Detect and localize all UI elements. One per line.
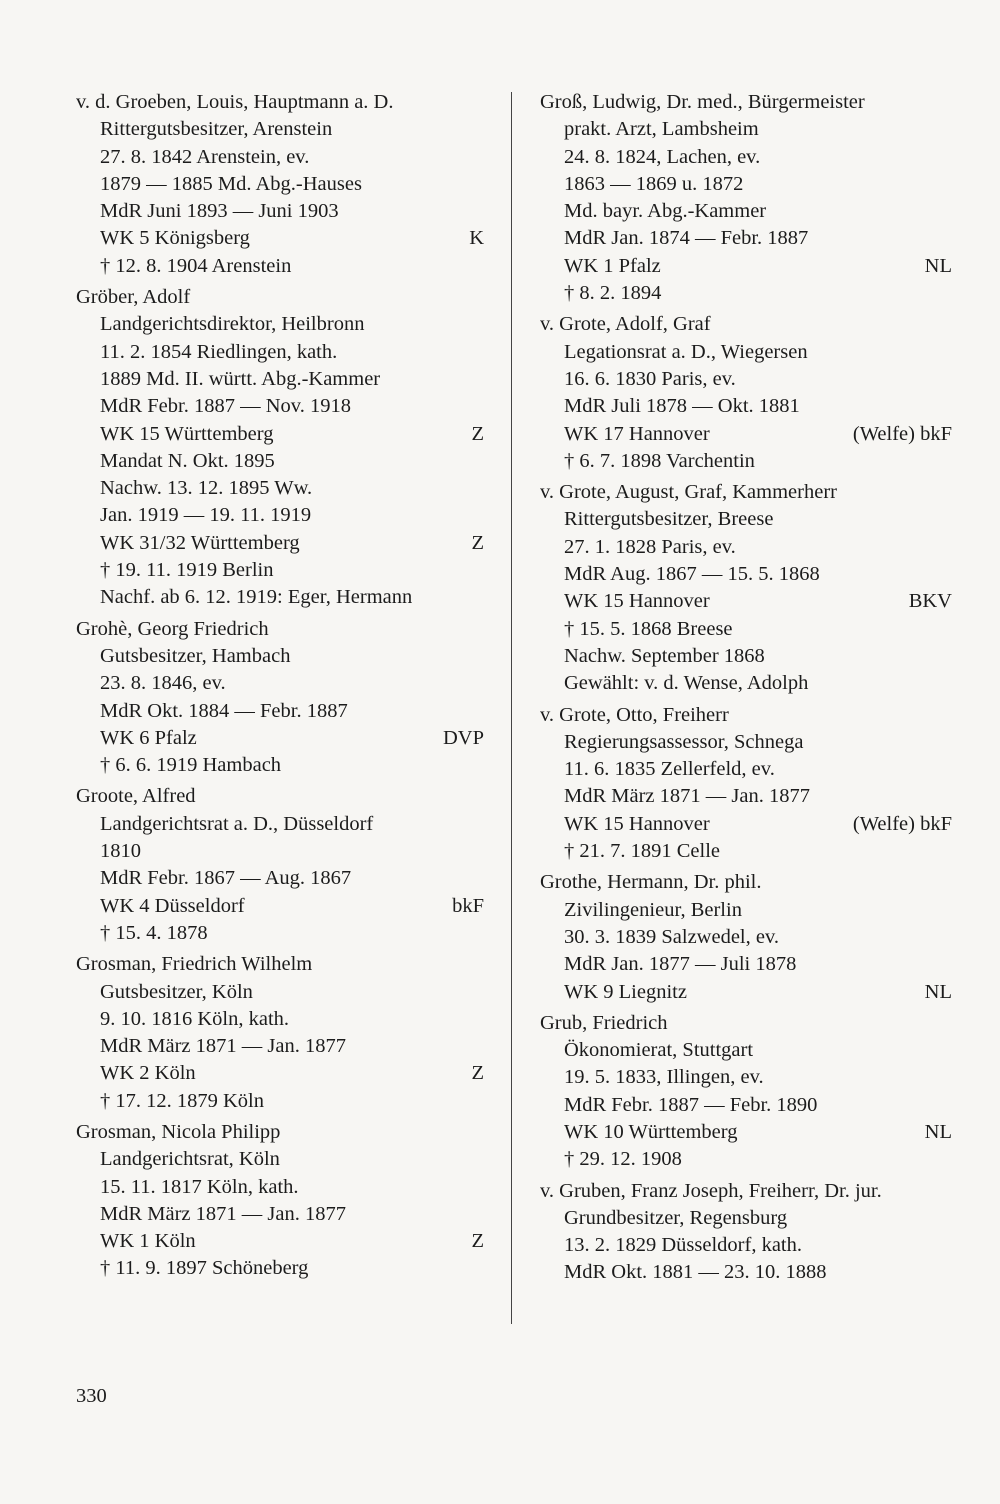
party-label: BKV xyxy=(908,590,952,613)
entry-line-text: Gewählt: v. d. Wense, Adolph xyxy=(564,672,809,695)
entry-line-text: 27. 8. 1842 Arenstein, ev. xyxy=(100,145,310,168)
entry-line-text: 1879 — 1885 Md. Abg.-Hauses xyxy=(100,172,362,195)
entry-line-text: Nachw. September 1868 xyxy=(564,644,765,667)
entry-line-text: † 6. 7. 1898 Varchentin xyxy=(564,449,755,472)
entry-line xyxy=(540,979,952,1006)
party-label: Z xyxy=(471,531,484,554)
entry-line xyxy=(540,838,952,865)
entry-line-text: † 12. 8. 1904 Arenstein xyxy=(100,254,292,277)
entry-line-text: 30. 3. 1839 Salzwedel, ev. xyxy=(564,925,780,948)
entry-name-text: Grosman, Friedrich Wilhelm xyxy=(76,953,313,976)
entry-line xyxy=(76,1228,484,1255)
entry-line xyxy=(76,725,484,752)
entry-line-text: † 21. 7. 1891 Celle xyxy=(564,840,721,863)
entry-name-text: Groß, Ludwig, Dr. med., Bürgermeister xyxy=(540,91,865,113)
party-label: NL xyxy=(924,254,952,277)
entry-line xyxy=(76,1033,484,1060)
entry-line xyxy=(76,366,484,393)
entry-line-text: † 29. 12. 1908 xyxy=(564,1148,682,1171)
page-number: 330 xyxy=(76,1385,107,1407)
entry-line xyxy=(540,897,952,924)
entry-name xyxy=(76,951,484,978)
entry-name xyxy=(76,783,484,810)
entry-name-text: Gröber, Adolf xyxy=(76,286,191,309)
entry-line xyxy=(540,339,952,366)
entry-line-text: 19. 5. 1833, Illingen, ev. xyxy=(564,1066,764,1089)
entry-line-text: prakt. Arzt, Lambsheim xyxy=(564,118,759,141)
entry-line-text: MdR Febr. 1867 — Aug. 1867 xyxy=(100,867,352,890)
left-column xyxy=(76,89,484,1287)
entry-line-text: † 15. 4. 1878 xyxy=(100,921,208,944)
entry-line-text: MdR Juli 1878 — Okt. 1881 xyxy=(564,395,800,418)
entry-line-text: WK 17 Hannover xyxy=(564,422,710,445)
entry-line xyxy=(540,1092,952,1119)
entry-name xyxy=(76,1119,484,1146)
entry-line xyxy=(76,116,484,143)
entry-line xyxy=(540,1119,952,1146)
entry-line xyxy=(540,1232,952,1259)
entry-name xyxy=(540,479,952,506)
entry-line-text: Landgerichtsdirektor, Heilbronn xyxy=(100,313,365,336)
entry-line-text: MdR März 1871 — Jan. 1877 xyxy=(100,1035,346,1058)
entry-line xyxy=(540,1146,952,1173)
entry-line xyxy=(76,393,484,420)
entry-name xyxy=(76,284,484,311)
entry-line-text: MdR Febr. 1887 — Febr. 1890 xyxy=(564,1093,818,1116)
entry-line-text: Ökonomierat, Stuttgart xyxy=(564,1039,754,1062)
party-label: NL xyxy=(924,1120,952,1143)
entry-line-text: WK 1 Pfalz xyxy=(564,254,661,277)
entry-name xyxy=(540,702,952,729)
entry-line-text: MdR Juni 1893 — Juni 1903 xyxy=(100,200,339,223)
entry-name xyxy=(540,1178,952,1205)
entry-line-text: WK 15 Hannover xyxy=(564,590,710,613)
entry-name xyxy=(540,89,952,116)
entry-line-text: Rittergutsbesitzer, Arenstein xyxy=(100,118,333,141)
entry-name-text: Groote, Alfred xyxy=(76,785,196,808)
entry-line-text: WK 10 Württemberg xyxy=(564,1120,738,1143)
entry-name xyxy=(540,311,952,338)
entry-line xyxy=(540,116,952,143)
entry-name-text: Grub, Friedrich xyxy=(540,1011,668,1034)
entry-line xyxy=(540,144,952,171)
right-column xyxy=(540,89,952,1291)
entry-line-text: Nachf. ab 6. 12. 1919: Eger, Hermann xyxy=(100,586,413,609)
entry-line xyxy=(540,1064,952,1091)
entry-line-text: Jan. 1919 — 19. 11. 1919 xyxy=(100,504,312,527)
entry-line-text: WK 15 Württemberg xyxy=(100,422,274,445)
entry-line xyxy=(76,811,484,838)
entry-line xyxy=(76,1006,484,1033)
entry-line xyxy=(76,838,484,865)
entry-line xyxy=(540,421,952,448)
entry-name xyxy=(540,1010,952,1037)
entry-line-text: † 8. 2. 1894 xyxy=(564,282,662,305)
entry-line xyxy=(540,561,952,588)
entry-line xyxy=(540,448,952,475)
entry-line xyxy=(76,475,484,502)
entry-line-text: Rittergutsbesitzer, Breese xyxy=(564,508,774,531)
entry-line xyxy=(540,171,952,198)
biographical-entry xyxy=(76,89,484,280)
entry-line xyxy=(76,144,484,171)
entry-line-text: MdR Jan. 1874 — Febr. 1887 xyxy=(564,227,809,250)
entry-line xyxy=(540,670,952,697)
entry-line-text: WK 15 Hannover xyxy=(564,812,710,835)
party-label: Z xyxy=(471,1062,484,1085)
entry-line-text: Landgerichtsrat a. D., Düsseldorf xyxy=(100,812,374,835)
party-label: DVP xyxy=(442,726,484,749)
entry-line xyxy=(540,1037,952,1064)
entry-name-text: v. Gruben, Franz Joseph, Freiherr, Dr. jur. xyxy=(540,1179,882,1202)
entry-line-text: MdR Febr. 1887 — Nov. 1918 xyxy=(100,395,351,418)
entry-name-text: Grothe, Hermann, Dr. phil. xyxy=(540,871,762,894)
party-label: K xyxy=(469,227,484,250)
entry-line-text: 1810 xyxy=(100,840,141,863)
entry-name-text: v. Grote, Adolf, Graf xyxy=(540,313,711,336)
entry-line-text: 1889 Md. II. württ. Abg.-Kammer xyxy=(100,367,381,390)
entry-name-text: v. Grote, August, Graf, Kammerherr xyxy=(540,481,837,504)
biographical-entry xyxy=(540,1010,952,1174)
entry-line-text: 16. 6. 1830 Paris, ev. xyxy=(564,367,736,390)
entry-line xyxy=(76,198,484,225)
entry-line xyxy=(540,729,952,756)
entry-line xyxy=(76,421,484,448)
entry-line xyxy=(540,588,952,615)
column-divider xyxy=(511,92,512,1324)
entry-name-text: Grohè, Georg Friedrich xyxy=(76,617,269,640)
party-label: Z xyxy=(471,422,484,445)
biographical-entry xyxy=(540,702,952,866)
entry-line-text: WK 6 Pfalz xyxy=(100,726,197,749)
entry-line xyxy=(76,893,484,920)
entry-line-text: † 17. 12. 1879 Köln xyxy=(100,1089,264,1112)
entry-name-text: v. Grote, Otto, Freiherr xyxy=(540,703,729,726)
entry-line-text: † 6. 6. 1919 Hambach xyxy=(100,754,282,777)
entry-line xyxy=(76,557,484,584)
entry-line xyxy=(540,783,952,810)
entry-line-text: WK 2 Köln xyxy=(100,1062,196,1085)
biographical-entry xyxy=(76,284,484,612)
entry-line-text: Legationsrat a. D., Wiegersen xyxy=(564,340,808,363)
entry-line xyxy=(76,643,484,670)
entry-line xyxy=(76,530,484,557)
entry-line xyxy=(540,534,952,561)
entry-line xyxy=(540,198,952,225)
entry-name-text: v. d. Groeben, Louis, Hauptmann a. D. xyxy=(76,91,394,113)
biographical-entry xyxy=(76,616,484,780)
entry-line-text: † 19. 11. 1919 Berlin xyxy=(100,559,274,582)
entry-line xyxy=(540,811,952,838)
entry-line xyxy=(76,1146,484,1173)
entry-line-text: † 15. 5. 1868 Breese xyxy=(564,617,733,640)
entry-line xyxy=(540,924,952,951)
entry-line xyxy=(76,1174,484,1201)
biographical-entry xyxy=(76,951,484,1115)
entry-line-text: MdR März 1871 — Jan. 1877 xyxy=(564,785,810,808)
entry-name xyxy=(76,616,484,643)
entry-line xyxy=(76,1255,484,1282)
entry-line xyxy=(76,752,484,779)
entry-line-text: 11. 2. 1854 Riedlingen, kath. xyxy=(100,340,338,363)
biographical-entry xyxy=(76,1119,484,1283)
entry-line xyxy=(540,643,952,670)
biographical-entry xyxy=(76,783,484,947)
biographical-entry xyxy=(540,311,952,475)
entry-line xyxy=(76,171,484,198)
entry-line-text: 1863 — 1869 u. 1872 xyxy=(564,172,744,195)
entry-line-text: 24. 8. 1824, Lachen, ev. xyxy=(564,145,761,168)
entry-line-text: MdR Okt. 1884 — Febr. 1887 xyxy=(100,699,348,722)
entry-line-text: Zivilingenieur, Berlin xyxy=(564,898,742,921)
entry-line xyxy=(540,393,952,420)
entry-line-text: 11. 6. 1835 Zellerfeld, ev. xyxy=(564,758,775,781)
entry-line xyxy=(540,280,952,307)
entry-line xyxy=(76,920,484,947)
entry-line xyxy=(76,1088,484,1115)
entry-line xyxy=(540,506,952,533)
biographical-entry xyxy=(540,479,952,697)
entry-name xyxy=(540,869,952,896)
entry-line xyxy=(76,865,484,892)
entry-line xyxy=(76,698,484,725)
entry-line-text: WK 1 Köln xyxy=(100,1230,196,1253)
entry-line xyxy=(76,253,484,280)
entry-line-text: WK 4 Düsseldorf xyxy=(100,894,245,917)
entry-line xyxy=(76,448,484,475)
entry-line-text: 9. 10. 1816 Köln, kath. xyxy=(100,1007,290,1030)
entry-line-text: MdR März 1871 — Jan. 1877 xyxy=(100,1202,346,1225)
entry-line xyxy=(76,1201,484,1228)
entry-line-text: Gutsbesitzer, Köln xyxy=(100,980,253,1003)
entry-line xyxy=(540,951,952,978)
entry-line xyxy=(540,366,952,393)
biographical-entry xyxy=(540,1178,952,1287)
entry-line-text: Mandat N. Okt. 1895 xyxy=(100,449,275,472)
entry-line-text: MdR Okt. 1881 — 23. 10. 1888 xyxy=(564,1261,827,1284)
entry-line-text: Landgerichtsrat, Köln xyxy=(100,1148,280,1171)
entry-line xyxy=(76,502,484,529)
entry-name xyxy=(76,89,484,116)
entry-name-text: Grosman, Nicola Philipp xyxy=(76,1120,281,1143)
entry-line-text: † 11. 9. 1897 Schöneberg xyxy=(100,1257,309,1280)
entry-line xyxy=(76,311,484,338)
party-label: Z xyxy=(471,1230,484,1253)
entry-line-text: 15. 11. 1817 Köln, kath. xyxy=(100,1175,299,1198)
entry-line xyxy=(76,584,484,611)
entry-line xyxy=(76,225,484,252)
entry-line xyxy=(540,756,952,783)
entry-line-text: WK 9 Liegnitz xyxy=(564,980,687,1003)
party-label: NL xyxy=(924,980,952,1003)
biographical-entry xyxy=(540,89,952,307)
entry-line xyxy=(540,1205,952,1232)
entry-line-text: MdR Aug. 1867 — 15. 5. 1868 xyxy=(564,563,820,586)
entry-line-text: Nachw. 13. 12. 1895 Ww. xyxy=(100,477,313,500)
entry-line-text: Grundbesitzer, Regensburg xyxy=(564,1206,788,1229)
entry-line xyxy=(76,339,484,366)
entry-line xyxy=(540,225,952,252)
entry-line xyxy=(76,670,484,697)
entry-line xyxy=(540,1259,952,1286)
entry-line xyxy=(76,1060,484,1087)
entry-line-text: Gutsbesitzer, Hambach xyxy=(100,644,291,667)
party-label: (Welfe) bkF xyxy=(852,422,952,445)
entry-line xyxy=(540,616,952,643)
entry-line xyxy=(76,979,484,1006)
entry-line-text: WK 31/32 Württemberg xyxy=(100,531,300,554)
entry-line-text: 23. 8. 1846, ev. xyxy=(100,672,226,695)
entry-line-text: Md. bayr. Abg.-Kammer xyxy=(564,200,767,223)
entry-line-text: 13. 2. 1829 Düsseldorf, kath. xyxy=(564,1234,803,1257)
entry-line-text: Regierungsassessor, Schnega xyxy=(564,730,804,753)
party-label: bkF xyxy=(452,894,484,917)
biographical-entry xyxy=(540,869,952,1005)
entry-line xyxy=(540,253,952,280)
entry-line-text: 27. 1. 1828 Paris, ev. xyxy=(564,535,736,558)
entry-line-text: MdR Jan. 1877 — Juli 1878 xyxy=(564,953,797,976)
entry-line-text: WK 5 Königsberg xyxy=(100,227,250,250)
party-label: (Welfe) bkF xyxy=(852,812,952,835)
